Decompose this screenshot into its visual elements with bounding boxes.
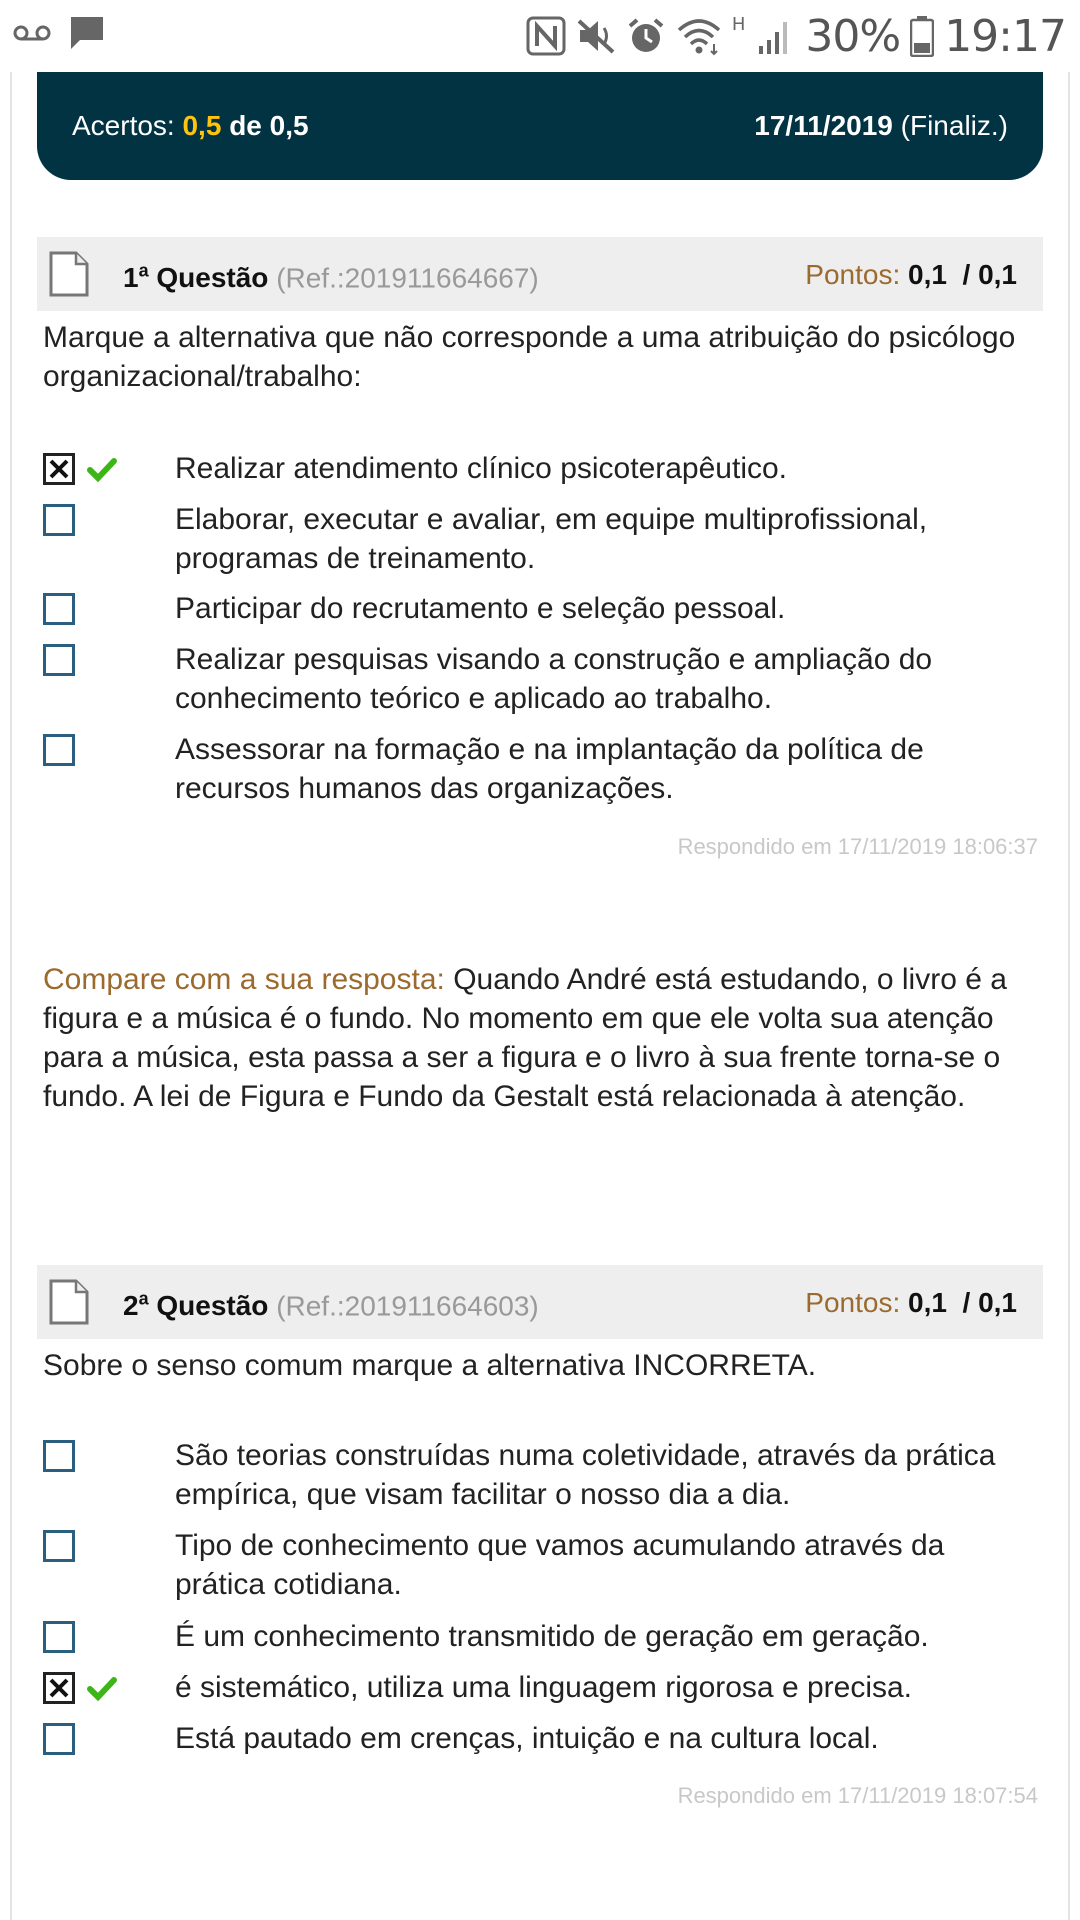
exam-date-value: 17/11/2019 (754, 110, 893, 141)
option-text: Realizar pesquisas visando a construção e ampliação do conhecimento teórico e aplicado ao trabalho. (175, 643, 933, 715)
compare-text: Quando André está estudando, o livro é a figura e a música é o fundo. No momento em que ele volta sua atenção para a música, esta passa a ser a figura e o livro à sua frente torna-se o fundo. A lei de Figura e Fundo da Gestalt está relacionada à atenção. (43, 963, 1007, 1113)
question-text: Marque a alternativa que não corresponde a uma atribuição do psicólogo organizacional/trabalho: (43, 321, 1016, 393)
mute-icon (576, 16, 616, 56)
option-text: Está pautado em crenças, intuição e na cultura local. (175, 1722, 879, 1755)
compare-answer (43, 960, 1033, 1116)
question-word: Questão (156, 1290, 269, 1322)
points-label: Pontos: (805, 259, 901, 290)
option-checkbox[interactable] (43, 1723, 75, 1755)
question-number: 1 (123, 262, 139, 294)
exam-status: (Finaliz.) (900, 110, 1008, 141)
option-text: Elaborar, executar e avaliar, em equipe multiprofissional, programas de treinamento. (175, 503, 928, 575)
option-text: Participar do recrutamento e seleção pessoal. (175, 592, 786, 625)
status-bar (0, 0, 1080, 72)
exam-date (754, 110, 1008, 142)
page-border-right (1068, 72, 1070, 1920)
page-border-left (10, 72, 12, 1920)
correct-check-icon (87, 457, 117, 483)
question-title (123, 261, 539, 294)
signal-icon (755, 16, 795, 56)
nfc-icon (526, 16, 566, 56)
question-points (805, 1287, 1017, 1319)
question-header (37, 237, 1043, 311)
network-type-label: H (731, 14, 746, 35)
option-checkbox[interactable] (43, 734, 75, 766)
points-value: 0,1 (908, 1287, 947, 1318)
question-ordinal: a (138, 1289, 149, 1309)
document-icon (49, 251, 89, 297)
alarm-icon (626, 16, 666, 56)
option-checkbox[interactable] (43, 1440, 75, 1472)
question-text: Sobre o senso comum marque a alternativa INCORRETA. (43, 1349, 817, 1382)
option-checkbox[interactable] (43, 1672, 75, 1704)
option-text: é sistemático, utiliza uma linguagem rigorosa e precisa. (175, 1671, 913, 1704)
question-title (123, 1289, 539, 1322)
points-value: 0,1 (908, 259, 947, 290)
hits-summary (72, 110, 309, 142)
option-checkbox[interactable] (43, 644, 75, 676)
answered-timestamp: Respondido em 17/11/2019 18:07:54 (677, 1783, 1038, 1808)
status-left-icons (12, 14, 106, 52)
x-mark-icon (46, 456, 72, 482)
option-text: Realizar atendimento clínico psicoterapêutico. (175, 452, 787, 485)
message-icon (68, 14, 106, 52)
points-label: Pontos: (805, 1287, 901, 1318)
question-word: Questão (156, 262, 269, 294)
option-checkbox[interactable] (43, 453, 75, 485)
question-header (37, 1265, 1043, 1339)
compare-label: Compare com a sua resposta: (43, 963, 445, 996)
correct-check-icon (87, 1676, 117, 1702)
hits-total: de 0,5 (229, 110, 309, 141)
battery-percent: 30% (805, 10, 901, 62)
option-text: Assessorar na formação e na implantação da política de recursos humanos das organizações. (175, 733, 924, 805)
hits-label: Acertos: (72, 110, 175, 141)
answered-timestamp: Respondido em 17/11/2019 18:06:37 (677, 834, 1038, 859)
option-checkbox[interactable] (43, 1530, 75, 1562)
points-max: / 0,1 (962, 259, 1017, 290)
option-text: É um conhecimento transmitido de geração em geração. (175, 1620, 929, 1653)
question-ref: (Ref.:201911664667) (276, 262, 539, 294)
option-checkbox[interactable] (43, 504, 75, 536)
option-text: Tipo de conhecimento que vamos acumulando através da prática cotidiana. (175, 1529, 945, 1601)
clock: 19:17 (944, 10, 1066, 62)
document-icon (49, 1279, 89, 1325)
status-right-icons (526, 10, 1066, 62)
wifi-icon (676, 16, 722, 56)
x-mark-icon (46, 1675, 72, 1701)
option-checkbox[interactable] (43, 593, 75, 625)
hits-score: 0,5 (182, 110, 222, 141)
points-max: / 0,1 (962, 1287, 1017, 1318)
question-number: 2 (123, 1290, 139, 1322)
question-ref: (Ref.:201911664603) (276, 1290, 539, 1322)
question-ordinal: a (138, 261, 149, 281)
option-checkbox[interactable] (43, 1621, 75, 1653)
voicemail-icon (12, 21, 52, 45)
question-points (805, 259, 1017, 291)
option-text: São teorias construídas numa coletividade, através da prática empírica, que visam facilitar o nosso dia a dia. (175, 1439, 996, 1511)
battery-icon (910, 15, 934, 57)
results-header (37, 72, 1043, 180)
